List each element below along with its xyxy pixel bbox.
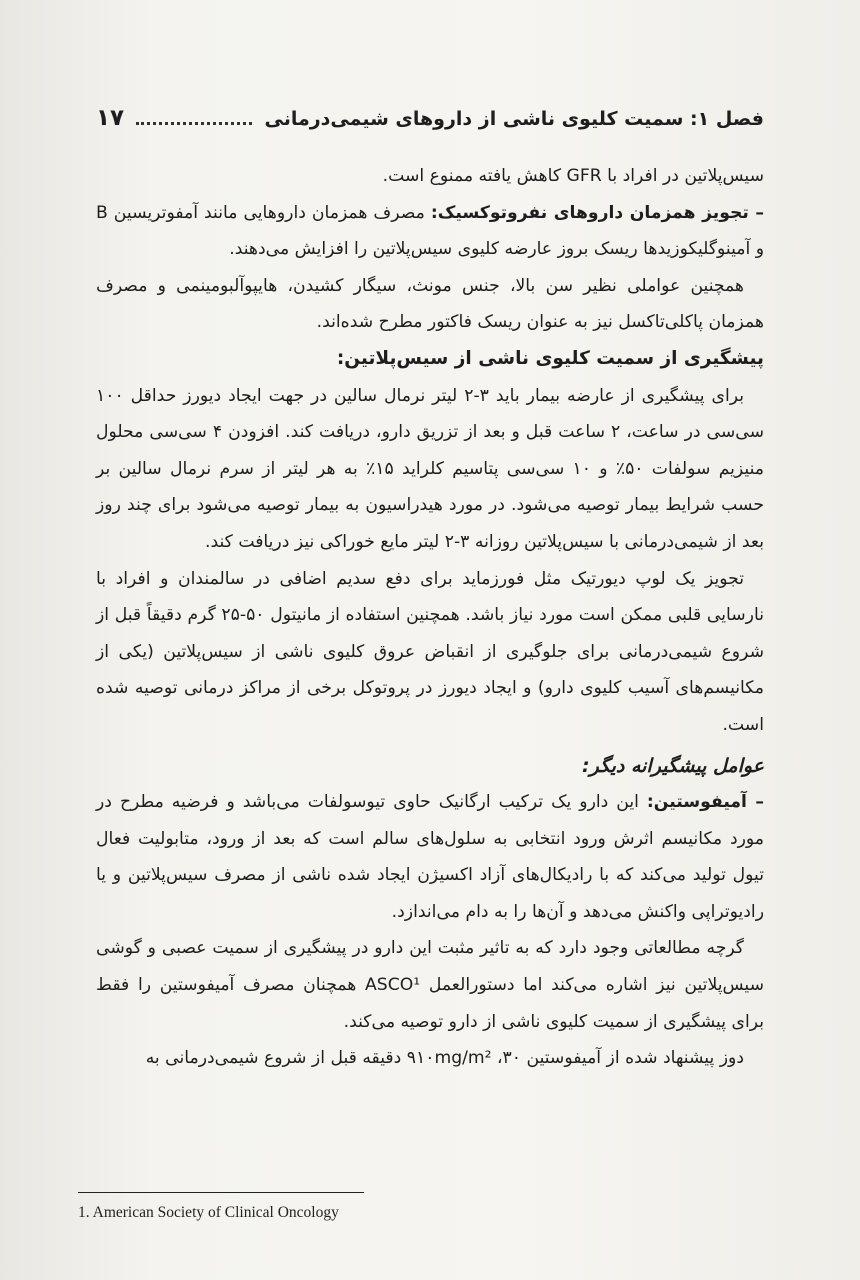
paragraph-amifostine	[96, 784, 764, 930]
footnote: 1. American Society of Clinical Oncology	[78, 1204, 339, 1221]
paragraph-contraindication: سیس‌پلاتین در افراد با GFR کاهش یافته ممنوع است.	[382, 166, 764, 186]
paragraph-nephrotoxic-drugs	[96, 195, 764, 268]
page-number: ۱۷	[96, 105, 125, 131]
amifostine-text: این دارو یک ترکیب ارگانیک حاوی تیوسولفات می‌باشد و فرضیه مطرح در مورد مکانیسم اثرش ورود انتخابی به سلول‌های سالم است که بعد از ورود، متابولیت فعال تیول تولید می‌کند که با رادیکال‌های آزاد اکسیژن ایجاد شده ناشی از مصرف سیس‌پلاتین و یا رادیوتراپی واکنش می‌دهد و آن‌ها را به دام می‌اندازد.	[96, 792, 764, 922]
footnote-rule	[78, 1192, 364, 1193]
header-dot-leader	[136, 122, 252, 125]
nephrotoxic-drugs-lead: – تجویز همزمان داروهای نفروتوکسیک:	[430, 202, 764, 223]
paragraph-diuretics: تجویز یک لوپ دیورتیک مثل فورزماید برای دفع سدیم اضافی در سالمندان و افراد با نارسایی قلبی ممکن است مورد نیاز باشد. همچنین استفاده از مانیتول ۵۰-۲۵ گرم دقیقاً قبل از شروع شیمی‌درمانی برای جلوگیری از انقباض عروق کلیوی ناشی از سیس‌پلاتین (یکی از مکانیسم‌های آسیب کلیوی دارو) و ایجاد دیورز در پروتوکل برخی از مراکز درمانی توصیه شده است.	[96, 568, 764, 735]
paragraph-hydration: برای پیشگیری از عارضه بیمار باید ۳-۲ لیتر نرمال سالین در جهت ایجاد دیورز حداقل ۱۰۰ سی‌سی در ساعت، ۲ ساعت قبل و بعد از تزریق دارو، دریافت کند. افزودن ۴ سی‌سی محلول منیزیم سولفات ۵۰٪ و ۱۰ سی‌سی پتاسیم کلراید ۱۵٪ به هر لیتر از سرم نرمال سالین بر حسب شرایط بیمار توصیه می‌شود. در مورد هیدراسیون به بیمار توصیه می‌شود برای چند روز بعد از شیمی‌درمانی با سیس‌پلاتین روزانه ۳-۲ لیتر مایع خوراکی نیز دریافت کند.	[96, 385, 764, 552]
paragraph-asco: گرچه مطالعاتی وجود دارد که به تاثیر مثبت این دارو در پیشگیری از سمیت عصبی و گوشی سیس‌پلاتین نیز اشاره می‌کند اما دستورالعمل ASCO¹ همچنان مصرف آمیفوستین را فقط برای پیشگیری از سمیت کلیوی ناشی از دارو توصیه می‌کند.	[96, 938, 764, 1032]
nephrotoxic-drugs-text: مصرف همزمان داروهایی مانند آمفوتریسین B و آمینوگلیکوزیدها ریسک بروز عارضه کلیوی سیس‌پلاتین را افزایش می‌دهند.	[96, 202, 764, 260]
chapter-title: فصل ۱: سمیت کلیوی ناشی از داروهای شیمی‌درمانی	[264, 108, 764, 130]
heading-prevention: پیشگیری از سمیت کلیوی ناشی از سیس‌پلاتین:	[336, 347, 764, 369]
paragraph-dose: دوز پیشنهاد شده از آمیفوستین ۹۱۰mg/m² ،۳۰ دقیقه قبل از شروع شیمی‌درمانی به	[145, 1048, 744, 1069]
heading-other-factors: عوامل پیشگیرانه دیگر:	[582, 754, 764, 777]
paragraph-risk-factors: همچنین عواملی نظیر سن بالا، جنس مونث، سیگار کشیدن، هایپوآلبومینمی و مصرف همزمان پاکلی‌تاکسل نیز به عنوان ریسک فاکتور مطرح شده‌اند.	[96, 275, 764, 333]
running-header	[96, 94, 764, 130]
amifostine-lead: – آمیفوستین:	[646, 792, 764, 813]
body-text	[96, 158, 764, 1077]
